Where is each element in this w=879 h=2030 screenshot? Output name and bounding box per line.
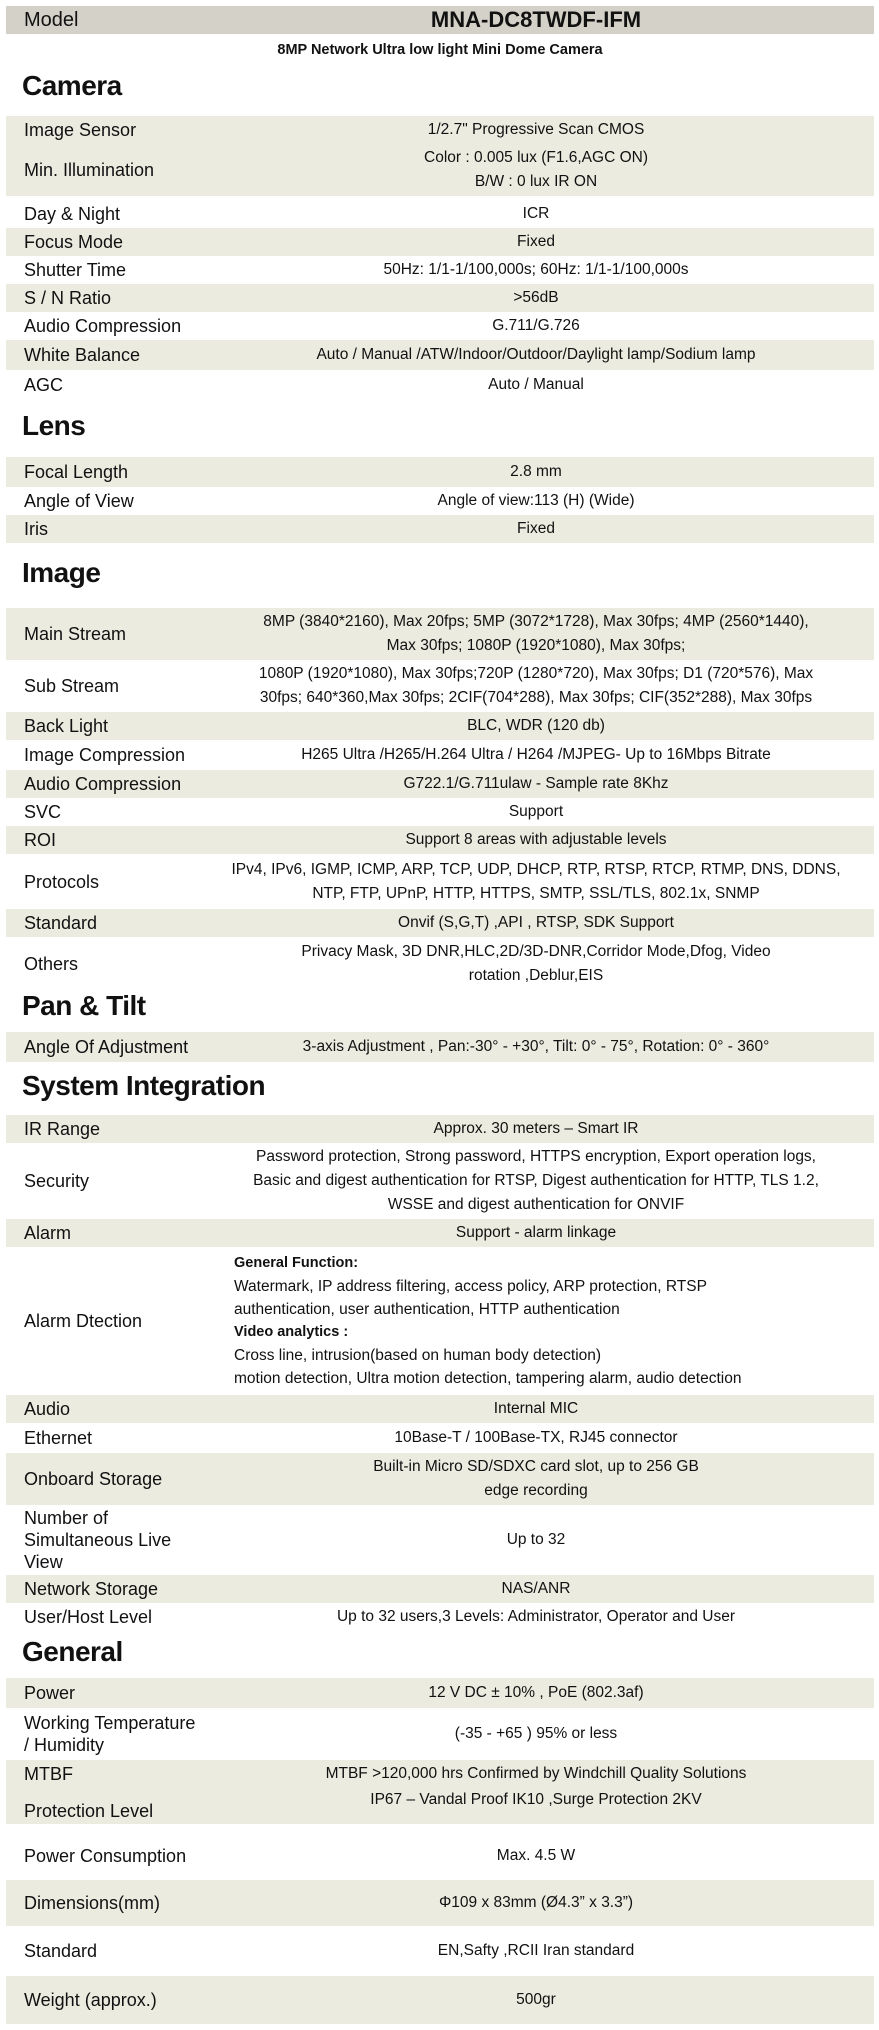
spec-label: User/Host Level	[24, 1607, 153, 1627]
model-value: MNA-DC8TWDF-IFM	[430, 7, 642, 32]
spec-value: Auto / Manual	[488, 376, 584, 393]
spec-value: EN,Safty ,RCII Iran standard	[437, 1942, 635, 1959]
spec-label: IR Range	[24, 1119, 101, 1139]
spec-value: G722.1/G.711ulaw - Sample rate 8Khz	[403, 775, 669, 792]
spec-row	[6, 487, 874, 515]
spec-value: Φ109 x 83mm (Ø4.3” x 3.3”)	[438, 1894, 634, 1911]
spec-row	[6, 116, 874, 144]
spec-value: G.711/G.726	[492, 317, 580, 334]
spec-row	[6, 1575, 874, 1603]
spec-label: Sub Stream	[24, 676, 120, 696]
section-title-system-integration: System Integration	[22, 1070, 266, 1101]
section-title-pan-tilt: Pan & Tilt	[22, 990, 146, 1021]
spec-value: Up to 32 users,3 Levels: Administrator, Operator and User	[336, 1608, 736, 1625]
spec-label: Audio Compression	[24, 316, 182, 336]
spec-row	[6, 798, 874, 826]
spec-label: Back Light	[24, 716, 109, 736]
spec-row	[6, 770, 874, 798]
spec-row	[6, 200, 874, 228]
spec-value: Fixed	[517, 520, 555, 537]
spec-row	[6, 1708, 874, 1760]
spec-label: White Balance	[24, 345, 141, 365]
spec-label: S / N Ratio	[24, 288, 112, 308]
spec-label: Standard	[24, 1941, 98, 1961]
spec-label: Weight (approx.)	[24, 1990, 157, 2010]
spec-label: Power	[24, 1683, 76, 1703]
spec-value: IPv4, IPv6, IGMP, ICMP, ARP, TCP, UDP, DHCP, RTP, RTSP, RTCP, RTMP, DNS, DDNS, NTP, FTP, UPnP, HTTP, HTTPS, SMTP, SSL/TLS, 802.1x, SNMP	[231, 861, 841, 902]
section-title-general: General	[22, 1636, 123, 1667]
spec-row	[6, 515, 874, 543]
spec-label: Alarm	[24, 1223, 72, 1243]
spec-label: Day & Night	[24, 204, 121, 224]
spec-label: Shutter Time	[24, 260, 127, 280]
spec-value: Color : 0.005 lux (F1.6,AGC ON) B/W : 0 lux IR ON	[424, 149, 648, 190]
product-subtitle: 8MP Network Ultra low light Mini Dome Camera	[277, 42, 603, 58]
spec-value: 12 V DC ± 10% , PoE (802.3af)	[428, 1684, 644, 1701]
spec-label: Standard	[24, 913, 98, 933]
spec-row	[6, 1247, 874, 1395]
spec-label: Main Stream	[24, 624, 127, 644]
spec-row	[6, 1880, 874, 1926]
section-title-lens: Lens	[22, 410, 86, 441]
spec-label: Onboard Storage	[24, 1469, 163, 1489]
spec-value: Built-in Micro SD/SDXC card slot, up to 256 GB edge recording	[373, 1458, 699, 1499]
spec-label: Angle Of Adjustment	[24, 1037, 189, 1057]
spec-value: Angle of view:113 (H) (Wide)	[437, 492, 635, 509]
spec-row	[6, 312, 874, 340]
spec-value: Support	[508, 803, 564, 820]
spec-label: ROI	[24, 830, 57, 850]
spec-row	[6, 1834, 874, 1878]
spec-label: Alarm Dtection	[24, 1311, 143, 1331]
spec-row	[6, 1395, 874, 1423]
model-label: Model	[24, 9, 79, 31]
spec-row	[6, 284, 874, 312]
spec-row	[6, 660, 874, 712]
spec-label: Audio Compression	[24, 774, 182, 794]
spec-label: Iris	[24, 519, 48, 539]
spec-label: Angle of View	[24, 491, 134, 511]
spec-value: IP67 – Vandal Proof IK10 ,Surge Protection 2KV	[370, 1791, 702, 1808]
spec-value: Max. 4.5 W	[496, 1847, 576, 1864]
spec-value: Privacy Mask, 3D DNR,HLC,2D/3D-DNR,Corridor Mode,Dfog, Video rotation ,Deblur,EIS	[301, 943, 771, 984]
spec-value: ICR	[522, 205, 550, 222]
spec-row	[6, 740, 874, 770]
spec-label: Others	[24, 954, 79, 974]
spec-label: Image Compression	[24, 745, 186, 765]
spec-value: 10Base-T / 100Base-TX, RJ45 connector	[394, 1429, 678, 1446]
spec-value: 1/2.7" Progressive Scan CMOS	[427, 121, 645, 138]
spec-label: Network Storage	[24, 1579, 159, 1599]
spec-row	[6, 1976, 874, 2024]
spec-value: Approx. 30 meters – Smart IR	[433, 1120, 639, 1137]
spec-value: (-35 - +65 ) 95% or less	[454, 1725, 618, 1742]
spec-label: SVC	[24, 802, 62, 822]
spec-value: Internal MIC	[493, 1400, 579, 1417]
spec-row	[6, 826, 874, 854]
spec-value: Fixed	[517, 233, 555, 250]
spec-row	[6, 608, 874, 660]
spec-row	[6, 1219, 874, 1247]
spec-row	[6, 370, 874, 400]
section-title-camera: Camera	[22, 70, 122, 101]
spec-row	[6, 1788, 874, 1824]
spec-label: MTBF	[24, 1764, 73, 1784]
spec-label: Protection Level	[24, 1801, 154, 1821]
spec-value: 500gr	[516, 1991, 556, 2008]
spec-row	[6, 1032, 874, 1062]
spec-row	[6, 1423, 874, 1453]
spec-value: 2.8 mm	[510, 463, 562, 480]
spec-value: Password protection, Strong password, HTTPS encryption, Export operation logs, Basic and digest authentication for RTSP, Digest authentication for HTTP, TLS 1.2, WSSE and digest authentication for ONVIF	[253, 1148, 819, 1213]
spec-label: Number of Simultaneous Live View	[24, 1508, 172, 1572]
spec-value: Auto / Manual /ATW/Indoor/Outdoor/Daylight lamp/Sodium lamp	[316, 346, 756, 363]
spec-row	[6, 712, 874, 740]
spec-label: Focal Length	[24, 462, 129, 482]
spec-label: Protocols	[24, 872, 100, 892]
spec-value: Support - alarm linkage	[455, 1224, 617, 1241]
spec-value: 8MP (3840*2160), Max 20fps; 5MP (3072*1728), Max 30fps; 4MP (2560*1440), Max 30fps; 1080P (1920*1080), Max 30fps;	[263, 613, 809, 654]
spec-row	[6, 1115, 874, 1143]
spec-row	[6, 228, 874, 256]
spec-value: General Function: Watermark, IP address filtering, access policy, ARP protection, RTSP authentication, user authentication, HTTP authentication Video analytics : Cross line, intrusion(based on human body detection) motion detection, Ultra motion detection, tampering alarm, audio detection	[204, 1252, 874, 1390]
spec-row	[6, 340, 874, 370]
spec-label: Audio	[24, 1399, 71, 1419]
spec-row	[6, 938, 874, 990]
spec-value: 3-axis Adjustment , Pan:-30° - +30°, Tilt: 0° - 75°, Rotation: 0° - 360°	[302, 1038, 770, 1055]
spec-value: Onvif (S,G,T) ,API , RTSP, SDK Support	[398, 914, 674, 931]
spec-row	[6, 1603, 874, 1631]
spec-value: 1080P (1920*1080), Max 30fps;720P (1280*720), Max 30fps; D1 (720*576), Max 30fps; 640*360,Max 30fps; 2CIF(704*288), Max 30fps; CIF(352*288), Max 30fps	[258, 665, 814, 706]
spec-row	[6, 1678, 874, 1708]
spec-row	[6, 1505, 874, 1575]
spec-label: Power Consumption	[24, 1846, 187, 1866]
spec-value: BLC, WDR (120 db)	[467, 717, 605, 734]
spec-value: Support 8 areas with adjustable levels	[405, 831, 667, 848]
spec-value: >56dB	[513, 289, 559, 306]
spec-row	[6, 1760, 874, 1788]
spec-value: Up to 32	[506, 1531, 566, 1548]
spec-row	[6, 909, 874, 937]
spec-label: Working Temperature / Humidity	[24, 1713, 196, 1755]
spec-label: Dimensions(mm)	[24, 1893, 161, 1913]
spec-row	[6, 1143, 874, 1219]
spec-label: Focus Mode	[24, 232, 124, 252]
spec-label: Image Sensor	[24, 120, 137, 140]
model-row	[6, 6, 874, 34]
spec-value: 50Hz: 1/1-1/100,000s; 60Hz: 1/1-1/100,000s	[383, 261, 689, 278]
spec-value: H265 Ultra /H265/H.264 Ultra / H264 /MJPEG- Up to 16Mbps Bitrate	[301, 746, 771, 763]
video-analytics-heading: Video analytics :	[234, 1324, 349, 1340]
spec-row	[6, 256, 874, 284]
spec-value: NAS/ANR	[501, 1580, 571, 1597]
general-function-heading: General Function:	[234, 1255, 359, 1271]
spec-label: Min. Illumination	[24, 160, 155, 180]
section-title-image: Image	[22, 557, 101, 588]
spec-row	[6, 856, 874, 908]
spec-row	[6, 1928, 874, 1974]
spec-row	[6, 457, 874, 487]
spec-label: AGC	[24, 375, 64, 395]
spec-label: Ethernet	[24, 1428, 93, 1448]
spec-value: MTBF >120,000 hrs Confirmed by Windchill Quality Solutions	[325, 1765, 747, 1782]
spec-row	[6, 144, 874, 196]
spec-row	[6, 1453, 874, 1505]
spec-label: Security	[24, 1171, 90, 1191]
